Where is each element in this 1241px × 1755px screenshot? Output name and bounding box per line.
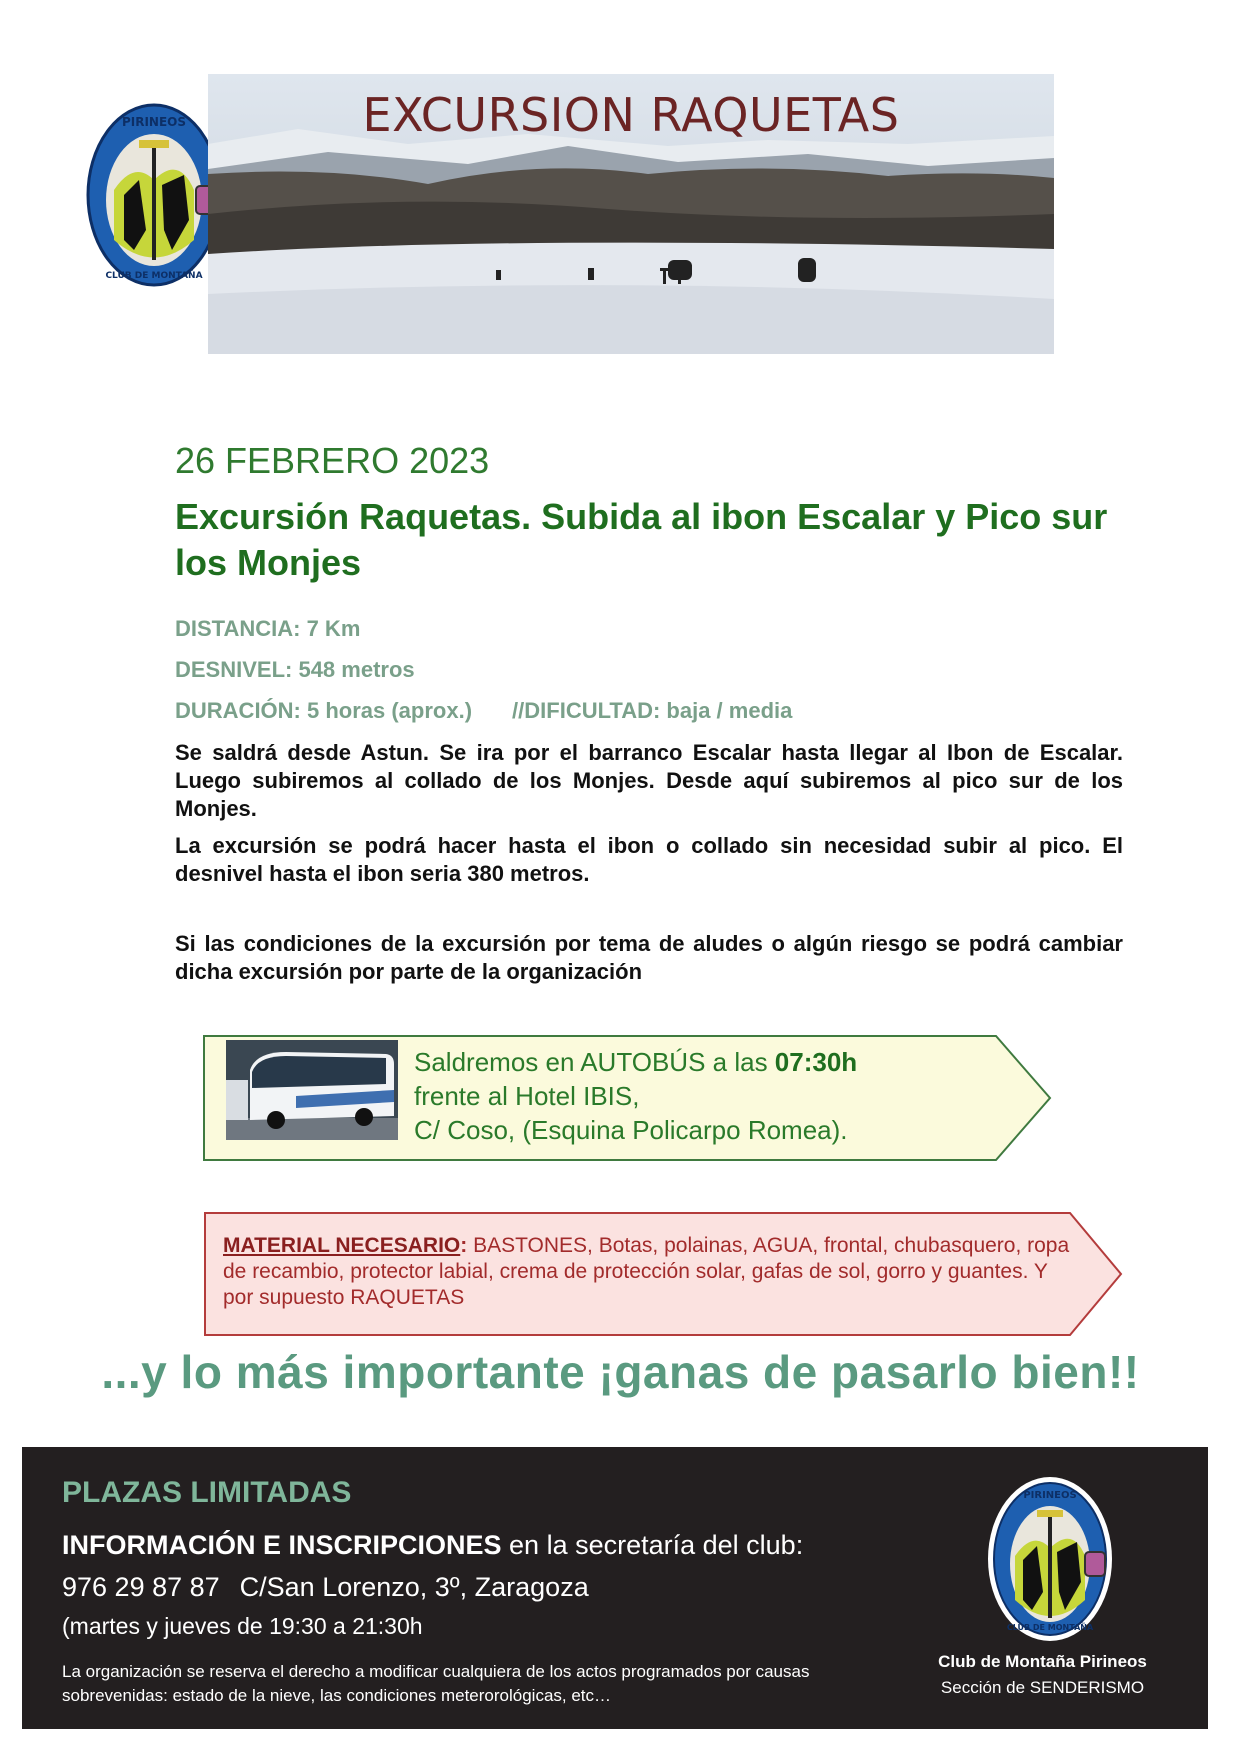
bus-time: 07:30h (774, 1047, 858, 1077)
stat-duration-row (175, 698, 792, 724)
stat-difficulty: //DIFICULTAD: baja / media (512, 698, 793, 723)
info-rest: en la secretaría del club: (501, 1530, 804, 1560)
logo-bottom-bottom-text: CLUB DE MONTAÑA (1006, 1623, 1094, 1632)
bus-line2: frente al Hotel IBIS, (414, 1081, 640, 1111)
logo-top-text: PIRINEOS (121, 115, 187, 129)
route-alternative: La excursión se podrá hacer hasta el ibon o collado sin necesidad subir al pico. El desnivel hasta el ibon seria 380 metros. (175, 833, 1123, 886)
limited-places: PLAZAS LIMITADAS (62, 1476, 352, 1509)
info-line (62, 1530, 803, 1561)
disclaimer: La organización se reserva el derecho a modificar cualquiera de los actos programados por causas sobrevenidas: estado de la nieve, las condiciones meterorológicas, etc… (62, 1662, 810, 1705)
material-text (223, 1233, 1083, 1311)
club-name: Club de Montaña Pirineos (938, 1652, 1147, 1671)
office-hours: (martes y jueves de 19:30 a 21:30h (62, 1613, 423, 1639)
bus-photo (226, 1040, 398, 1140)
material-colon: : (460, 1234, 468, 1257)
contact-line (62, 1572, 589, 1603)
material-label: MATERIAL NECESARIO (223, 1234, 461, 1257)
stat-desnivel: DESNIVEL: 548 metros (175, 657, 415, 682)
route-description: Se saldrá desde Astun. Se ira por el barranco Escalar hasta llegar al Ibon de Escalar. Luego subiremos al collado de los Monjes. Desde aquí subiremos al pico sur de los Monjes. (175, 740, 1123, 821)
club-logo-top (84, 100, 224, 290)
address: C/San Lorenzo, 3º, Zaragoza (239, 1572, 589, 1602)
club-logo-bottom (985, 1474, 1115, 1644)
material-items: BASTONES, Botas, polainas, AGUA, frontal, chubasquero, ropa de recambio, protector labial, crema de protección solar, gafas de sol, gorro y guantes. Y por supuesto RAQUETAS (223, 1234, 1070, 1309)
event-headline: Excursión Raquetas. Subida al ibon Escalar y Pico sur los Monjes (175, 496, 1108, 583)
info-bold: INFORMACIÓN E INSCRIPCIONES (62, 1530, 502, 1560)
bus-line3: C/ Coso, (Esquina Policarpo Romea). (414, 1115, 848, 1145)
slogan: ...y lo más importante ¡ganas de pasarlo bien!! (101, 1346, 1140, 1398)
logo-bottom-top-text: PIRINEOS (1023, 1490, 1077, 1501)
bus-line1: Saldremos en AUTOBÚS a las (414, 1047, 775, 1077)
logo-bottom-text: CLUB DE MONTAÑA (105, 271, 203, 281)
conditions-note: Si las condiciones de la excursión por tema de aludes o algún riesgo se podrá cambiar dicha excursión por parte de la organización (175, 931, 1123, 984)
stat-duration: DURACIÓN: 5 horas (aprox.) (175, 698, 473, 723)
phone-number: 976 29 87 87 (62, 1572, 220, 1602)
event-date: 26 FEBRERO 2023 (175, 440, 490, 481)
bus-departure-text (414, 1045, 1014, 1147)
banner-title: EXCURSION RAQUETAS (362, 88, 900, 142)
stat-distance: DISTANCIA: 7 Km (175, 616, 361, 641)
club-section: Sección de SENDERISMO (940, 1678, 1145, 1697)
